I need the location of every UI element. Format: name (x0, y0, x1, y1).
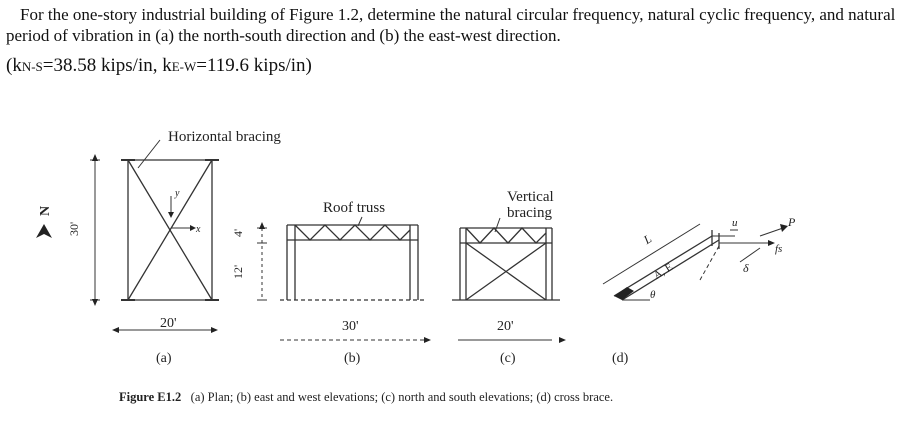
label-theta: θ (650, 289, 656, 301)
label-roof-truss: Roof truss (323, 200, 386, 216)
x-axis-label: x (196, 224, 201, 235)
dim-arrowhead (559, 337, 566, 343)
kew-value: =119.6 kips/in) (196, 55, 312, 76)
kew-subscript: E-W (171, 59, 197, 74)
dim-30-vertical: 30' (67, 221, 81, 236)
cross-brace (603, 224, 783, 300)
label-horizontal-bracing: Horizontal bracing (168, 129, 281, 145)
kns-value: =38.58 kips/in, k (42, 55, 172, 76)
subfig-b-label: (b) (344, 351, 361, 366)
label-fs: fs (775, 243, 783, 255)
dim-arrowhead (424, 337, 431, 343)
label-L: L (640, 231, 655, 247)
north-label: N (38, 205, 53, 216)
fs-arrowhead (768, 240, 775, 246)
y-axis-arrowhead (168, 212, 174, 218)
y-axis-label: y (175, 188, 180, 199)
label-P: P (788, 215, 796, 229)
dim-arrowhead (92, 299, 98, 306)
dim-20-elevation: 20' (497, 319, 514, 334)
dim-arrowhead (259, 222, 265, 229)
label-delta: δ (743, 261, 749, 275)
p-arrowhead (780, 224, 788, 232)
dim-12: 12' (231, 264, 245, 279)
dim-4: 4' (231, 228, 245, 237)
label-vertical-bracing-1: Vertical (507, 189, 554, 205)
dim-arrowhead (112, 327, 119, 333)
label-vertical-bracing-2: bracing (507, 205, 552, 221)
plan-view (90, 140, 219, 330)
given-open: (k (6, 55, 22, 76)
north-arrow-icon (36, 224, 52, 238)
caption-figure-number: Figure E1.2 (119, 390, 182, 404)
dim-arrowhead (211, 327, 218, 333)
subfig-a-label: (a) (156, 351, 172, 366)
caption-text: (a) Plan; (b) east and west elevations; (c) north and south elevations; (d) cross brace. (190, 390, 614, 404)
problem-text: For the one-story industrial building of Figure 1.2, determine the natural circular frequency, natural cyclic frequency, and natural period of vibration in (a) the north-south direction and (b) the east-west direction. (6, 5, 896, 45)
subfig-c-label: (c) (500, 351, 516, 366)
subfig-d-label: (d) (612, 351, 629, 366)
dim-20-plan: 20' (160, 316, 177, 331)
dim-arrowhead (92, 154, 98, 161)
label-u: u (732, 217, 738, 229)
dim-30-elevation: 30' (342, 319, 359, 334)
kns-subscript: N-S (21, 59, 43, 74)
east-west-elevation (257, 217, 425, 340)
figure-caption (119, 390, 613, 405)
label-AE: A, E (651, 261, 676, 282)
